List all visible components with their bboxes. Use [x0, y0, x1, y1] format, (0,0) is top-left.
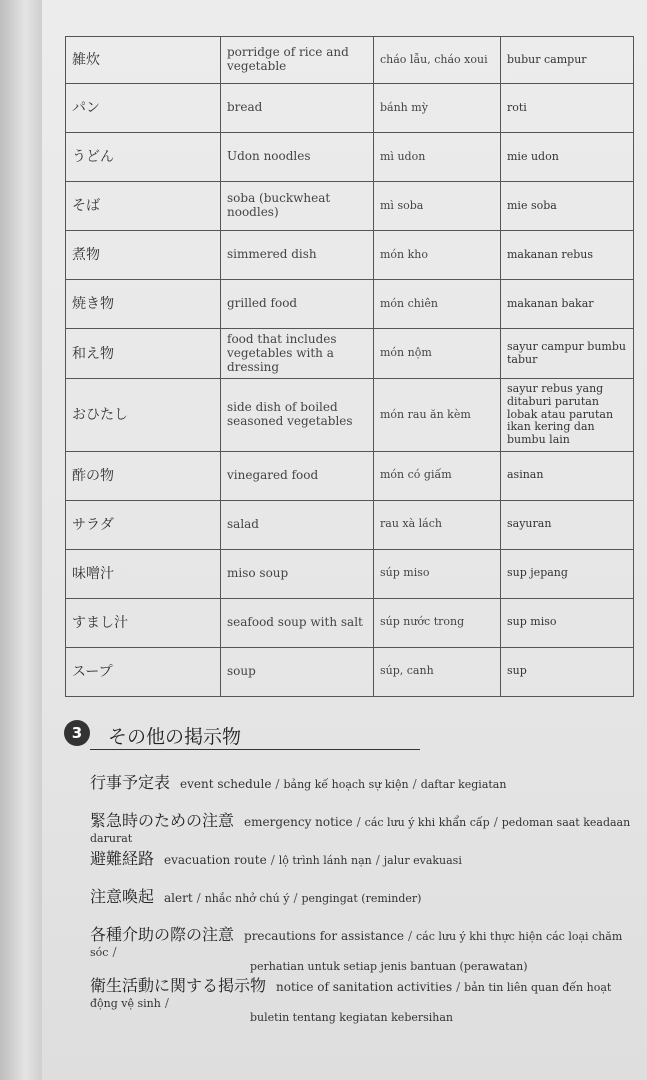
section-title: その他の掲示物	[108, 726, 242, 748]
vietnamese-cell: súp, canh	[374, 647, 501, 696]
notice-vietnamese: các lưu ý khi thực hiện các loại chăm sóc	[90, 930, 623, 959]
notice-indonesian: pedoman saat keadaan darurat	[90, 816, 631, 845]
english-cell: seafood soup with salt	[221, 598, 374, 647]
japanese-term-cell: 和え物	[66, 329, 221, 379]
table-row	[66, 329, 634, 379]
vietnamese-cell: món kho	[374, 231, 501, 280]
separator: /	[112, 945, 117, 959]
notice-term: 行事予定表	[90, 773, 171, 792]
separator: /	[270, 853, 275, 867]
vietnamese-cell: món rau ăn kèm	[374, 379, 501, 451]
japanese-term-cell: 酢の物	[66, 451, 221, 500]
vietnamese-cell: món có giấm	[374, 451, 501, 500]
indonesian-cell: sayur rebus yang ditaburi parutan lobak atau parutan ikan kering dan bumbu lain	[501, 379, 634, 451]
table-row	[66, 133, 634, 182]
english-cell: bread	[221, 84, 374, 133]
english-cell: vinegared food	[221, 451, 374, 500]
notice-term: 避難経路	[90, 849, 155, 868]
notice-term: 各種介助の際の注意	[90, 925, 235, 944]
vietnamese-cell: cháo lẫu, cháo xoui	[374, 37, 501, 84]
notice-english: event schedule	[180, 777, 272, 791]
japanese-term-cell: おひたし	[66, 379, 221, 451]
table-row	[66, 500, 634, 549]
notice-indonesian: perhatian untuk setiap jenis bantuan (perawatan)	[250, 960, 528, 973]
japanese-term-cell: 雑炊	[66, 37, 221, 84]
japanese-term-cell: パン	[66, 84, 221, 133]
japanese-term-cell: すまし汁	[66, 598, 221, 647]
english-cell: food that includes vegetables with a dressing	[221, 329, 374, 379]
indonesian-cell: sayuran	[501, 500, 634, 549]
notice-item	[90, 770, 635, 808]
notice-list	[90, 770, 635, 1024]
separator: /	[293, 891, 298, 905]
table-row	[66, 37, 634, 84]
notice-english: precautions for assistance	[244, 929, 404, 943]
english-cell: simmered dish	[221, 231, 374, 280]
table-row	[66, 231, 634, 280]
notice-indonesian: jalur evakuasi	[383, 854, 462, 867]
section-underline	[90, 749, 420, 750]
notice-item	[90, 808, 635, 846]
table-row	[66, 451, 634, 500]
japanese-term-cell: 味噌汁	[66, 549, 221, 598]
notice-vietnamese: bản tin liên quan đến hoạt động vệ sinh	[90, 981, 612, 1010]
separator: /	[493, 815, 498, 829]
notice-vietnamese: các lưu ý khi khẩn cấp	[364, 816, 490, 829]
notice-item	[90, 973, 635, 1024]
indonesian-cell: makanan rebus	[501, 231, 634, 280]
table-row	[66, 182, 634, 231]
vietnamese-cell: rau xà lách	[374, 500, 501, 549]
notice-vietnamese: nhắc nhở chú ý	[204, 892, 290, 905]
separator: /	[164, 996, 169, 1010]
notice-term: 注意喚起	[90, 887, 155, 906]
notice-english: alert	[164, 891, 193, 905]
table-row	[66, 379, 634, 451]
notice-indonesian: pengingat (reminder)	[301, 892, 422, 905]
section-number-badge: 3	[64, 720, 90, 746]
vietnamese-cell: súp nước trong	[374, 598, 501, 647]
japanese-term-cell: そば	[66, 182, 221, 231]
vietnamese-cell: món nộm	[374, 329, 501, 379]
notice-vietnamese: lộ trình lánh nạn	[278, 854, 372, 867]
japanese-term-cell: うどん	[66, 133, 221, 182]
table-row	[66, 647, 634, 696]
notice-item	[90, 846, 635, 884]
separator: /	[356, 815, 361, 829]
japanese-term-cell: 煮物	[66, 231, 221, 280]
indonesian-cell: mie udon	[501, 133, 634, 182]
english-cell: salad	[221, 500, 374, 549]
indonesian-cell: sayur campur bumbu tabur	[501, 329, 634, 379]
vietnamese-cell: súp miso	[374, 549, 501, 598]
separator: /	[196, 891, 201, 905]
indonesian-cell: bubur campur	[501, 37, 634, 84]
english-cell: soba (buckwheat noodles)	[221, 182, 374, 231]
english-cell: side dish of boiled seasoned vegetables	[221, 379, 374, 451]
indonesian-cell: sup	[501, 647, 634, 696]
notice-english: notice of sanitation activities	[276, 980, 453, 994]
table-row	[66, 280, 634, 329]
vietnamese-cell: mì soba	[374, 182, 501, 231]
english-cell: porridge of rice and vegetable	[221, 37, 374, 84]
japanese-term-cell: サラダ	[66, 500, 221, 549]
section-header	[62, 720, 422, 760]
indonesian-cell: sup miso	[501, 598, 634, 647]
table-row	[66, 598, 634, 647]
separator: /	[407, 929, 412, 943]
indonesian-cell: sup jepang	[501, 549, 634, 598]
separator: /	[456, 980, 461, 994]
notice-vietnamese: bảng kế hoạch sự kiện	[283, 778, 409, 791]
english-cell: soup	[221, 647, 374, 696]
english-cell: grilled food	[221, 280, 374, 329]
vietnamese-cell: món chiên	[374, 280, 501, 329]
table-row	[66, 84, 634, 133]
separator: /	[275, 777, 280, 791]
notice-item	[90, 884, 635, 922]
vietnamese-cell: mì udon	[374, 133, 501, 182]
separator: /	[412, 777, 417, 791]
vietnamese-cell: bánh mỳ	[374, 84, 501, 133]
notice-indonesian: daftar kegiatan	[420, 778, 507, 791]
notice-term: 衛生活動に関する掲示物	[90, 976, 267, 995]
indonesian-cell: roti	[501, 84, 634, 133]
japanese-term-cell: 焼き物	[66, 280, 221, 329]
notice-english: emergency notice	[244, 815, 353, 829]
indonesian-cell: makanan bakar	[501, 280, 634, 329]
english-cell: miso soup	[221, 549, 374, 598]
notice-english: evacuation route	[164, 853, 267, 867]
book-binding	[0, 0, 42, 1080]
notice-indonesian: buletin tentang kegiatan kebersihan	[250, 1011, 454, 1024]
indonesian-cell: asinan	[501, 451, 634, 500]
separator: /	[375, 853, 380, 867]
english-cell: Udon noodles	[221, 133, 374, 182]
indonesian-cell: mie soba	[501, 182, 634, 231]
table-row	[66, 549, 634, 598]
notice-item	[90, 922, 635, 973]
food-vocabulary-table	[65, 36, 634, 697]
japanese-term-cell: スープ	[66, 647, 221, 696]
notice-term: 緊急時のための注意	[90, 811, 235, 830]
